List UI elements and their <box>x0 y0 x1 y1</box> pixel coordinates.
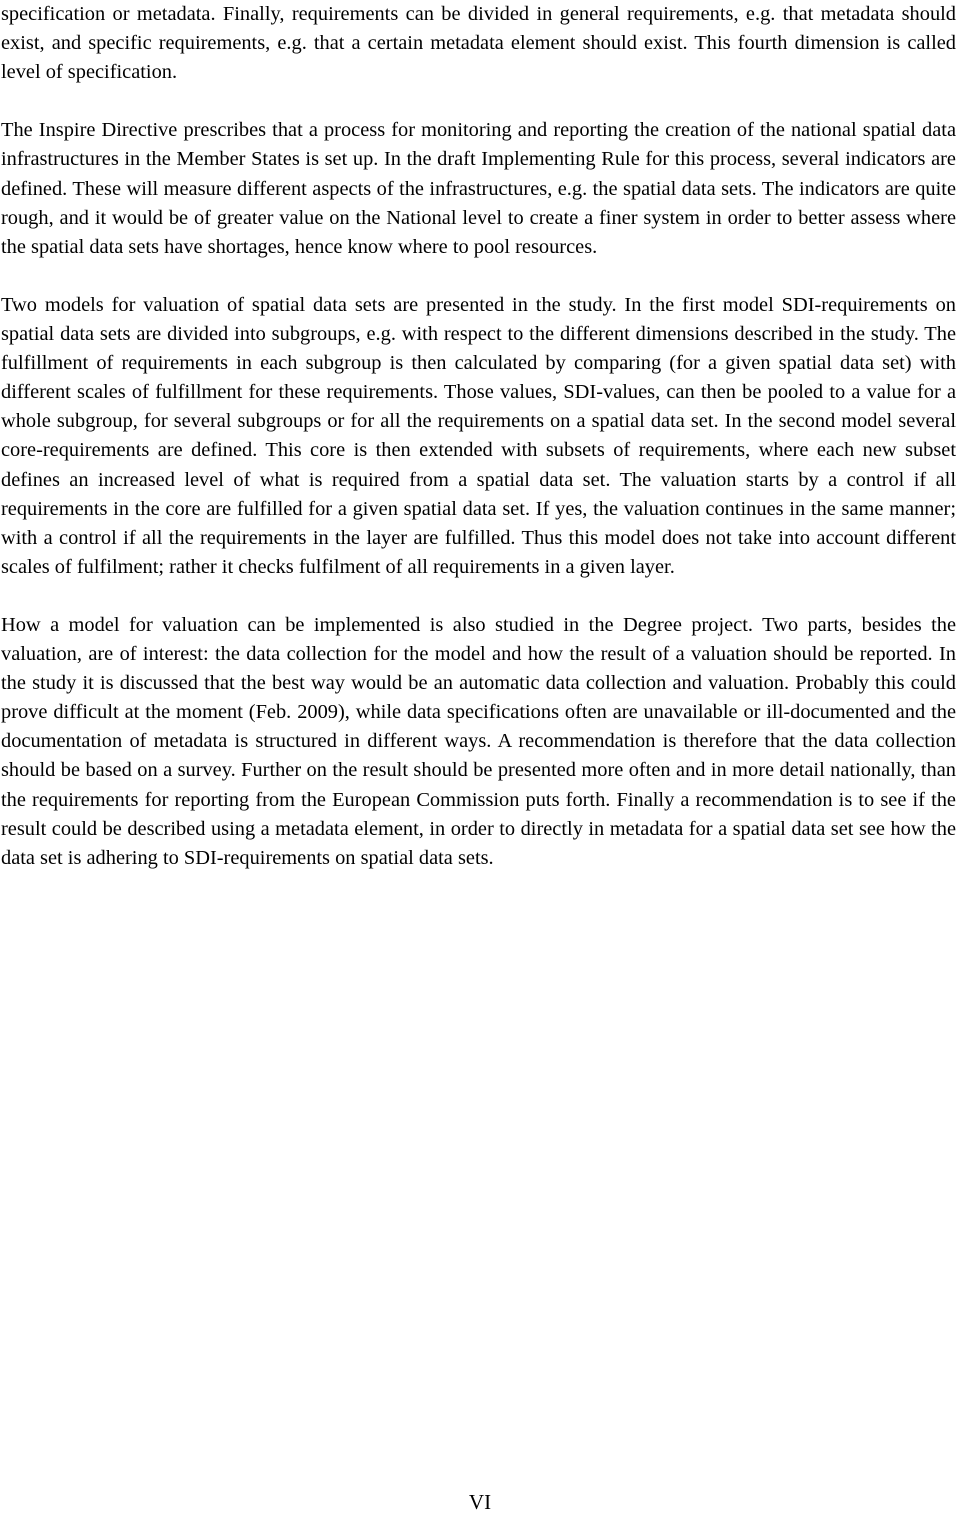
paragraph-inspire-directive: The Inspire Directive prescribes that a process for monitoring and reporting the creation of the national spatial data infrastructures in the Member States is set up. In the draft Implementing Rule for this process, several indicators are defined. These will measure different aspects of the infrastructures, e.g. the spatial data sets. The indicators are quite rough, and it would be of greater value on the National level to create a finer system in order to better assess where the spatial data sets have shortages, hence know where to pool resources. <box>1 119 956 258</box>
paragraph-level-of-specification: specification or metadata. Finally, requirements can be divided in general requirements, e.g. that metadata should exist, and specific requirements, e.g. that a certain metadata element should exist. This fourth dimension is called level of specification. <box>1 3 956 84</box>
page-number: VI <box>468 1490 492 1514</box>
paragraph-valuation-models: Two models for valuation of spatial data sets are presented in the study. In the first model SDI-requirements on spatial data sets are divided into subgroups, e.g. with respect to the different dimensions described in the study. The fulfillment of requirements in each subgroup is then calculated by comparing (for a given spatial data set) with different scales of fulfillment for these requirements. Those values, SDI-values, can then be pooled to a value for a whole subgroup, for several subgroups or for all the requirements on a spatial data set. In the second model several core-requirements are defined. This core is then extended with subsets of requirements, where each new subset defines an increased level of what is required from a spatial data set. The valuation starts by a control if all requirements in the core are fulfilled for a given spatial data set. If yes, the valuation continues in the same manner; with a control if all the requirements in the layer are fulfilled. Thus this model does not take into account different scales of fulfilment; rather it checks fulfilment of all requirements in a given layer. <box>1 293 956 578</box>
paragraph-implementation: How a model for valuation can be implemented is also studied in the Degree project. Two parts, besides the valuation, are of interest: the data collection for the model and how the result of a valuation should be reported. In the study it is discussed that the best way would be an automatic data collection and valuation. Probably this could prove difficult at the moment (Feb. 2009), while data specifications often are unavailable or ill-documented and the documentation of metadata is structured in different ways. A recommendation is therefore that the data collection should be based on a survey. Further on the result should be presented more often and in more detail nationally, than the requirements for reporting from the European Commission puts forth. Finally a recommendation is to see if the result could be described using a metadata element, in order to directly in metadata for a spatial data set see how the data set is adhering to SDI-requirements on spatial data sets. <box>1 613 956 869</box>
body-text <box>1 0 956 873</box>
